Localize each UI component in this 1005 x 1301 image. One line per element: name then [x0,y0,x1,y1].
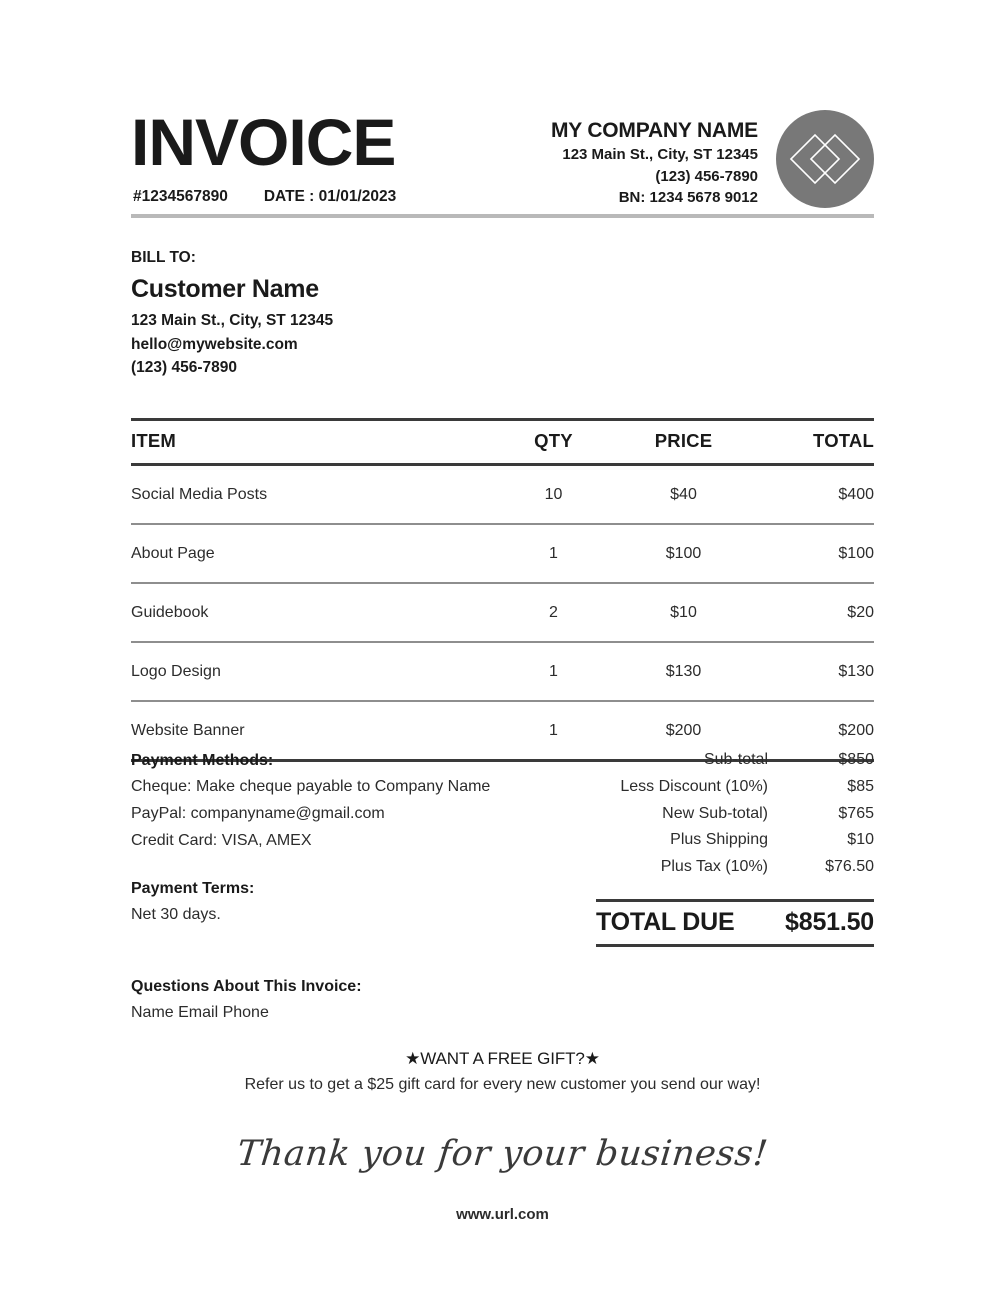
invoice-meta [133,188,396,206]
summary-value: $10 [847,831,874,849]
summary-label: Less Discount (10%) [620,777,768,795]
total-due-row [596,899,874,947]
cell-total: $20 [751,583,874,642]
summary-label: Sub-total [703,751,768,768]
invoice-date: DATE : 01/01/2023 [263,188,397,205]
cell-total: $100 [751,524,874,583]
cell-item: Logo Design [131,642,491,701]
invoice-footer [131,1046,874,1223]
company-phone: (123) 456-7890 [655,167,758,185]
table-header-row [131,420,874,465]
payment-method-cheque: Cheque: Make cheque payable to Company Name [131,778,491,795]
payment-method-credit-card: Credit Card: VISA, AMEX [131,831,312,849]
cell-total: $200 [751,701,874,761]
summary-row-tax [554,854,874,881]
total-due-value: $851.50 [785,907,874,936]
summary-value: $76.50 [825,858,874,876]
cell-qty: 1 [491,524,616,583]
cell-total: $130 [751,642,874,701]
website-url: www.url.com [456,1206,549,1223]
cell-qty: 2 [491,583,616,642]
questions-block [131,973,561,1027]
table-row [131,642,874,701]
cell-qty: 10 [491,465,616,525]
free-gift-subtext: Refer us to get a $25 gift card for every new customer you send our way! [244,1076,761,1093]
payment-terms-value: Net 30 days. [131,906,221,924]
questions-heading: Questions About This Invoice: [131,978,362,996]
summary-row-discount [554,774,874,801]
cell-item: Social Media Posts [131,465,491,525]
thank-you-message: Thank you for your business! [235,1134,770,1174]
company-name: MY COMPANY NAME [550,119,758,142]
summary-row-shipping [554,827,874,854]
company-address: 123 Main St., City, ST 12345 [562,146,758,163]
payment-methods-heading: Payment Methods: [131,752,274,769]
company-business-number: BN: 1234 5678 9012 [618,189,758,206]
totals-summary [554,747,874,947]
header-divider [131,214,874,218]
company-logo [776,110,874,208]
bill-to-label: BILL TO: [131,249,196,266]
payment-method-paypal: PayPal: companyname@gmail.com [131,804,385,822]
cell-total: $400 [751,465,874,525]
questions-value: Name Email Phone [131,1004,269,1022]
cell-qty: 1 [491,701,616,761]
table-row [131,465,874,525]
company-info [551,118,758,209]
summary-label: New Sub-total) [662,804,768,822]
invoice-number: #1234567890 [133,188,228,205]
customer-name: Customer Name [131,275,319,303]
summary-value: $850 [838,751,874,768]
cell-price: $130 [616,642,751,701]
bill-to-section [131,247,551,380]
customer-address: 123 Main St., City, ST 12345 [131,312,334,329]
summary-row-subtotal [554,747,874,774]
customer-email: hello@mywebsite.com [131,335,298,353]
summary-value: $765 [838,804,874,822]
table-row [131,583,874,642]
summary-row-new-subtotal [554,801,874,828]
total-due-label: TOTAL DUE [596,907,735,936]
summary-label: Plus Shipping [670,831,768,849]
free-gift-heading: ★WANT A FREE GIFT?★ [405,1049,600,1068]
double-diamond-logo-icon [776,110,874,208]
column-header-qty: QTY [491,420,616,465]
cell-price: $100 [616,524,751,583]
table-row [131,524,874,583]
payment-terms-block [131,875,561,929]
payment-info-section [131,747,561,1027]
cell-item: Website Banner [131,701,491,761]
page-title: INVOICE [131,105,396,179]
cell-item: Guidebook [131,583,491,642]
cell-item: About Page [131,524,491,583]
summary-value: $85 [847,777,874,795]
cell-qty: 1 [491,642,616,701]
line-items-table [131,418,874,762]
column-header-total: TOTAL [751,420,874,465]
customer-phone: (123) 456-7890 [131,359,237,376]
cell-price: $10 [616,583,751,642]
cell-price: $40 [616,465,751,525]
payment-terms-heading: Payment Terms: [131,880,255,898]
column-header-price: PRICE [616,420,751,465]
cell-price: $200 [616,701,751,761]
summary-label: Plus Tax (10%) [660,858,768,876]
column-header-item: ITEM [131,420,491,465]
invoice-header [131,105,874,218]
